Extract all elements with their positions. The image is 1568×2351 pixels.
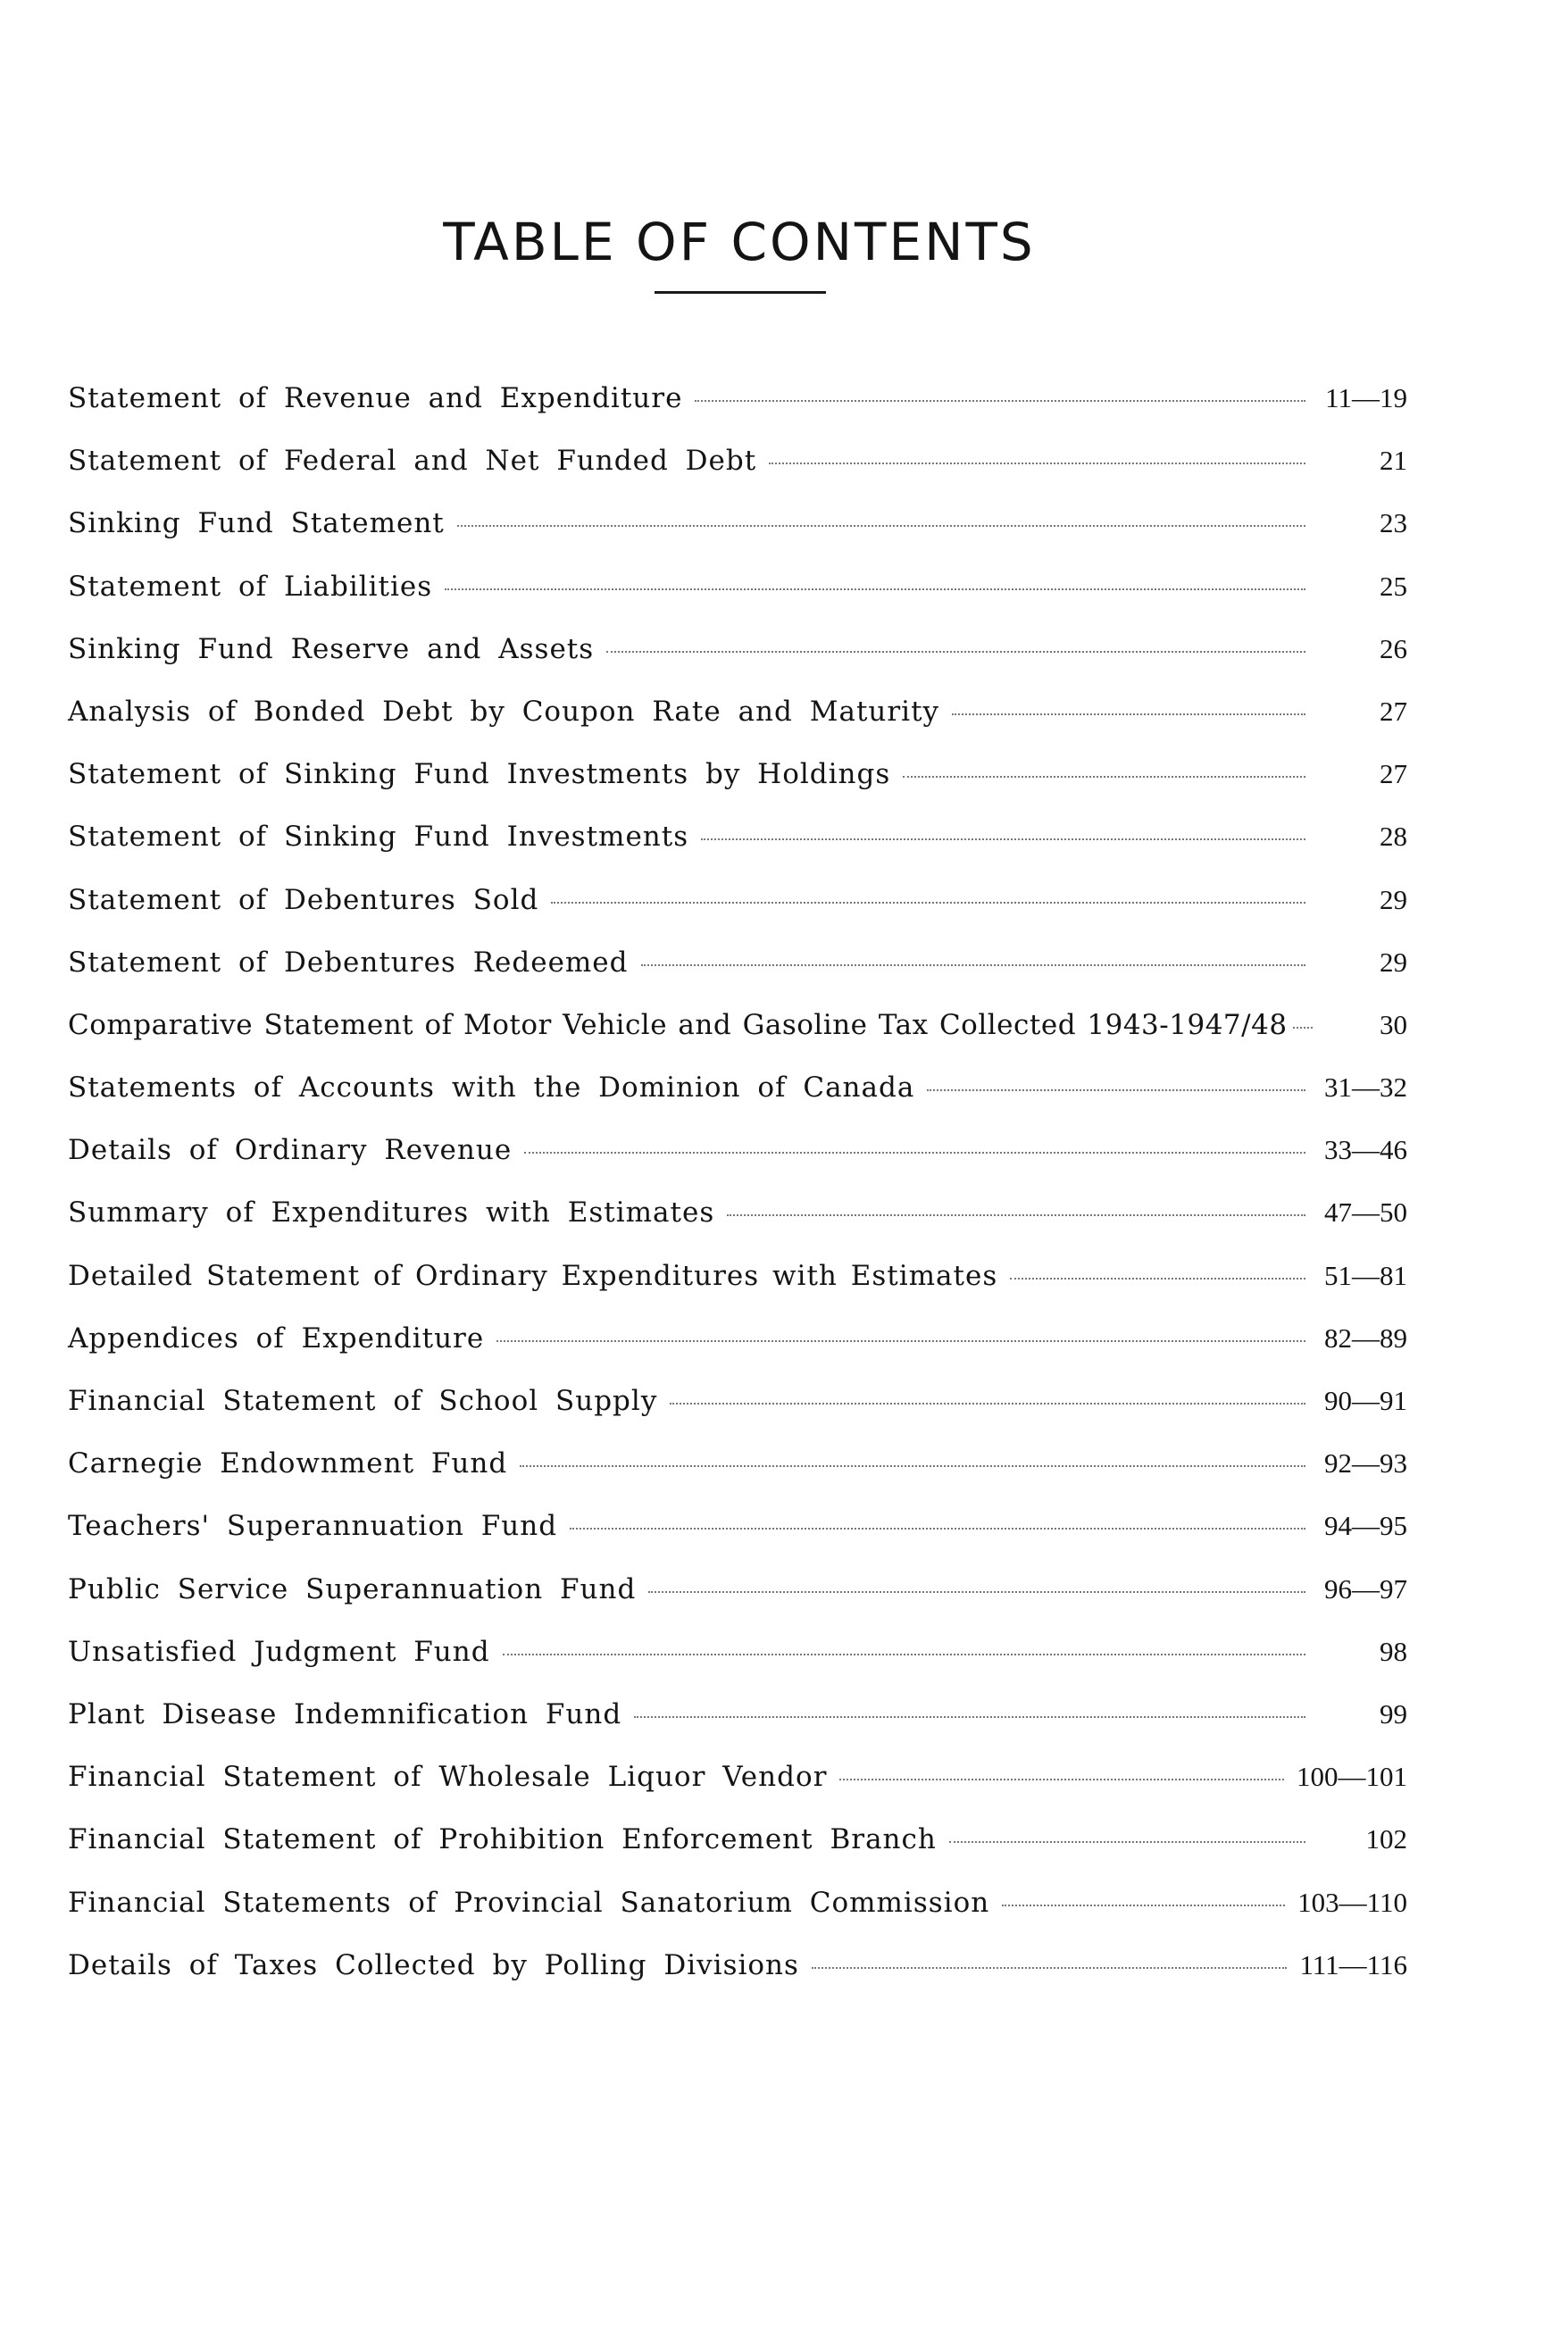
toc-entry-pages: 82—89	[1324, 1321, 1407, 1354]
toc-entry	[68, 1823, 1407, 1886]
toc-entry	[68, 946, 1407, 1009]
toc-entry	[68, 1698, 1407, 1761]
toc-entry	[68, 1949, 1407, 2012]
toc-entry-pages: 29	[1380, 883, 1407, 915]
toc-entry-pages: 11—19	[1325, 382, 1407, 413]
dot-leader	[839, 1779, 1284, 1780]
toc-entry	[68, 821, 1407, 883]
toc-entry-pages: 92—93	[1324, 1447, 1407, 1480]
toc-entry-pages: 90—91	[1324, 1385, 1407, 1416]
dot-leader	[524, 1152, 1305, 1154]
toc-entry	[68, 1761, 1407, 1823]
toc-entry-label: Teachers' Superannuation Fund	[68, 1510, 558, 1543]
toc-entry	[68, 507, 1407, 570]
toc-entry	[68, 1510, 1407, 1572]
toc-entry-label: Statement of Federal and Net Funded Debt	[68, 445, 757, 478]
toc-entry-pages: 31—32	[1324, 1071, 1407, 1104]
title-underline	[655, 291, 826, 294]
toc-entry-label: Plant Disease Indemnification Fund	[68, 1697, 622, 1730]
dot-leader	[634, 1716, 1305, 1718]
toc-entry-pages: 100—101	[1297, 1761, 1407, 1793]
dot-leader	[503, 1654, 1305, 1655]
toc-entry	[68, 1385, 1407, 1447]
toc-entry	[68, 1071, 1407, 1134]
toc-entry	[68, 1887, 1407, 1949]
dot-leader	[670, 1403, 1305, 1405]
toc-entry-pages: 33—46	[1324, 1134, 1407, 1166]
toc-entry-label: Carnegie Endownment Fund	[68, 1447, 508, 1480]
dot-leader	[952, 713, 1305, 715]
toc-entry	[68, 1447, 1407, 1510]
toc-entry-label: Sinking Fund Reserve and Assets	[68, 632, 595, 665]
dot-leader	[648, 1591, 1305, 1593]
dot-leader	[641, 964, 1305, 966]
toc-entry-label: Appendices of Expenditure	[68, 1321, 485, 1355]
toc-entry-label: Unsatisfied Judgment Fund	[68, 1635, 490, 1668]
toc-entry-pages: 111—116	[1299, 1948, 1407, 1980]
toc-entry-label: Financial Statement of Wholesale Liquor Vendor	[68, 1761, 828, 1794]
dot-leader	[903, 776, 1305, 778]
toc-entry	[68, 1322, 1407, 1385]
toc-entry-label: Statement of Debentures Redeemed	[68, 946, 629, 979]
toc-entry-pages: 103—110	[1297, 1886, 1407, 1918]
toc-entry	[68, 884, 1407, 946]
dot-leader	[1010, 1278, 1305, 1280]
dot-leader	[570, 1528, 1305, 1530]
dot-leader	[701, 838, 1305, 840]
dot-leader	[949, 1841, 1305, 1843]
toc-entry-label: Statements of Accounts with the Dominion of Canada	[68, 1071, 915, 1105]
toc-entry-pages: 94—95	[1324, 1510, 1407, 1542]
toc-entry-pages: 26	[1380, 632, 1407, 664]
dot-leader	[1002, 1905, 1285, 1906]
toc-entry-label: Statement of Sinking Fund Investments	[68, 821, 689, 854]
toc-entry-label: Public Service Superannuation Fund	[68, 1572, 637, 1605]
toc-entry-pages: 47—50	[1324, 1196, 1407, 1229]
toc-entry-pages: 98	[1380, 1635, 1407, 1667]
toc-entry-label: Financial Statement of Prohibition Enforcement Branch	[68, 1823, 937, 1856]
dot-leader	[927, 1089, 1305, 1091]
toc-entry-pages: 21	[1380, 445, 1407, 477]
dot-leader	[606, 651, 1305, 653]
toc-entry-pages: 99	[1380, 1697, 1407, 1730]
toc-entry	[68, 1009, 1407, 1071]
toc-entry-label: Statement of Liabilities	[68, 570, 433, 603]
dot-leader	[1293, 1027, 1313, 1029]
toc-entry-pages: 23	[1380, 507, 1407, 539]
toc-entry	[68, 633, 1407, 696]
toc-entry-label: Summary of Expenditures with Estimates	[68, 1196, 715, 1230]
toc-entry-label: Sinking Fund Statement	[68, 507, 445, 540]
dot-leader	[457, 525, 1305, 527]
dot-leader	[445, 588, 1305, 590]
dot-leader	[812, 1967, 1288, 1969]
toc-entry-pages: 27	[1380, 758, 1407, 790]
toc-entry-label: Financial Statement of School Supply	[68, 1385, 658, 1417]
toc-entry-label: Statement of Debentures Sold	[68, 883, 539, 916]
toc-entry	[68, 758, 1407, 821]
table-of-contents	[68, 382, 1407, 2012]
dot-leader	[496, 1340, 1305, 1342]
toc-entry	[68, 1196, 1407, 1259]
toc-entry-pages: 27	[1380, 695, 1407, 727]
toc-entry-label: Statement of Revenue and Expenditure	[68, 382, 683, 414]
toc-entry-label: Details of Taxes Collected by Polling Divisions	[68, 1948, 799, 1981]
toc-entry-pages: 102	[1365, 1823, 1407, 1855]
dot-leader	[727, 1214, 1305, 1216]
toc-entry-pages: 51—81	[1324, 1259, 1407, 1291]
dot-leader	[551, 902, 1305, 904]
toc-entry-pages: 25	[1380, 570, 1407, 602]
toc-entry	[68, 1573, 1407, 1636]
toc-entry	[68, 696, 1407, 758]
toc-entry	[68, 1134, 1407, 1196]
toc-entry	[68, 1636, 1407, 1698]
toc-entry-pages: 28	[1380, 821, 1407, 853]
dot-leader	[769, 463, 1305, 464]
toc-entry-pages: 96—97	[1324, 1572, 1407, 1605]
dot-leader	[520, 1465, 1305, 1467]
toc-entry-pages: 29	[1380, 946, 1407, 978]
toc-entry	[68, 445, 1407, 507]
toc-entry-label: Financial Statements of Provincial Sanatorium Commission	[68, 1886, 990, 1919]
toc-entry-label: Analysis of Bonded Debt by Coupon Rate and Maturity	[68, 695, 940, 728]
toc-entry-label: Comparative Statement of Motor Vehicle and Gasoline Tax Collected 1943-1947/48	[68, 1008, 1288, 1041]
toc-entry	[68, 382, 1407, 445]
toc-entry-label: Detailed Statement of Ordinary Expenditures with Estimates	[68, 1259, 998, 1292]
toc-entry	[68, 1260, 1407, 1322]
page-title: TABLE OF CONTENTS	[443, 211, 1036, 272]
toc-entry-label: Details of Ordinary Revenue	[68, 1134, 513, 1167]
dot-leader	[695, 400, 1305, 402]
toc-entry	[68, 571, 1407, 633]
toc-entry-pages: 30	[1380, 1008, 1407, 1040]
toc-entry-label: Statement of Sinking Fund Investments by Holdings	[68, 758, 891, 791]
